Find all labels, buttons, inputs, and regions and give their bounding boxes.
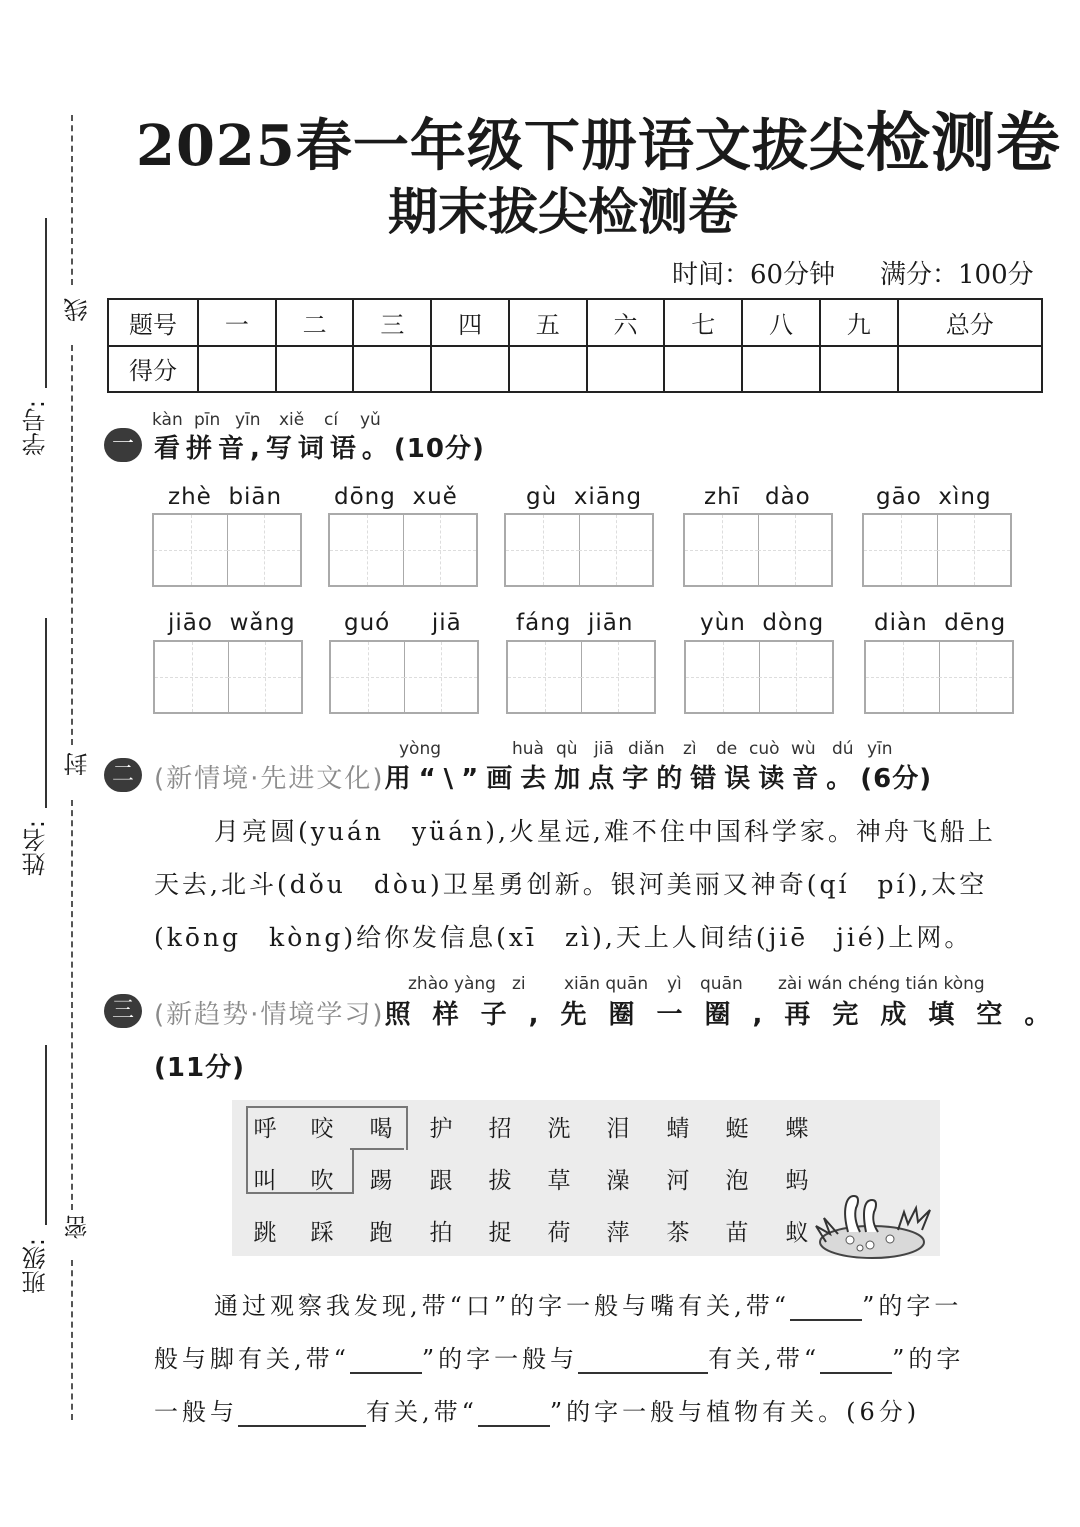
- pinyin: zhào yàng: [408, 974, 496, 994]
- score-cell[interactable]: [353, 346, 431, 393]
- pinyin: wù: [791, 739, 816, 759]
- score-cell[interactable]: [742, 346, 820, 393]
- fill-blank[interactable]: [790, 1295, 862, 1321]
- paragraph-line: 天去,北斗(dǒu dòu)卫星勇创新。银河美丽又神奇(qí pí),太空: [154, 870, 988, 899]
- binding-dash-line: [71, 345, 73, 745]
- score-header-cell: 九: [820, 299, 898, 346]
- pinyin: yīn: [867, 739, 893, 759]
- word-pinyin: yùn dòng: [700, 610, 825, 636]
- pinyin: qù: [556, 739, 578, 759]
- pinyin: de: [716, 739, 738, 759]
- char-cell[interactable]: 苗: [725, 1220, 749, 1246]
- seal-xian: 线: [60, 298, 86, 322]
- pinyin: yòng: [399, 739, 442, 759]
- score-cell[interactable]: [820, 346, 898, 393]
- section-3-score: (11分): [154, 1053, 245, 1083]
- char-cell[interactable]: 澡: [606, 1168, 630, 1194]
- seal-mi: 密: [60, 1215, 86, 1239]
- pinyin: huà: [512, 739, 544, 759]
- char-cell[interactable]: 跑: [369, 1220, 393, 1246]
- char-cell[interactable]: 喝: [369, 1116, 393, 1142]
- char-cell[interactable]: 洗: [547, 1116, 571, 1142]
- char-cell[interactable]: 跳: [253, 1220, 277, 1246]
- score-cell[interactable]: [898, 346, 1042, 393]
- page-title: 2025春一年级下册语文拔尖检测卷: [136, 107, 1061, 181]
- writing-grid[interactable]: [683, 513, 833, 587]
- pinyin: yǔ: [360, 410, 381, 430]
- char-cell[interactable]: 蝶: [785, 1116, 809, 1142]
- word-pinyin: jiāo wǎng: [168, 610, 296, 636]
- class-label: 班级:: [22, 1238, 50, 1295]
- student-id-line[interactable]: [45, 218, 47, 388]
- word-pinyin: dōng xuě: [334, 484, 458, 510]
- word-pinyin: zhè biān: [168, 484, 283, 510]
- section-number-badge: 三: [104, 994, 142, 1028]
- word-pinyin: zhī dào: [704, 484, 811, 510]
- char-cell[interactable]: 萍: [606, 1220, 630, 1246]
- writing-grid[interactable]: [684, 640, 834, 714]
- score-table: [107, 298, 1043, 393]
- char-cell[interactable]: 泡: [725, 1168, 749, 1194]
- fill-blank[interactable]: [820, 1348, 892, 1374]
- char-cell[interactable]: 蜓: [725, 1116, 749, 1142]
- pinyin: dú: [832, 739, 854, 759]
- writing-grid[interactable]: [862, 513, 1012, 587]
- pinyin: jiā: [594, 739, 614, 759]
- char-cell[interactable]: 呼: [253, 1116, 277, 1142]
- writing-grid[interactable]: [506, 640, 656, 714]
- score-table-header-row: [108, 299, 1042, 346]
- score-cell[interactable]: [664, 346, 742, 393]
- pinyin: xiě: [279, 410, 305, 430]
- char-cell[interactable]: 蚁: [785, 1220, 809, 1246]
- pinyin: yì: [667, 974, 682, 994]
- score-header-cell: 八: [742, 299, 820, 346]
- char-cell[interactable]: 招: [488, 1116, 512, 1142]
- fill-line-2: 般与脚有关,带“ ”的字一般与 有关,带“ ”的字: [154, 1345, 965, 1373]
- char-cell[interactable]: 泪: [606, 1116, 630, 1142]
- pinyin: zi: [512, 974, 526, 994]
- binding-dash-line: [71, 800, 73, 1210]
- pinyin: yīn: [235, 410, 261, 430]
- word-pinyin: gāo xìng: [876, 484, 992, 510]
- score-cell[interactable]: [587, 346, 665, 393]
- score-header-cell: 总分: [898, 299, 1042, 346]
- student-id-label: 学号:: [22, 400, 50, 457]
- fill-line-3: 一般与 有关,带“ ”的字一般与植物有关。(6分): [154, 1398, 921, 1426]
- word-pinyin: fáng jiān: [516, 610, 634, 636]
- seal-feng: 封: [60, 752, 86, 776]
- char-cell[interactable]: 踩: [310, 1220, 334, 1246]
- pinyin: zì: [683, 739, 697, 759]
- section-3-title: (新趋势·情境学习)照样子,先圈一圈,再完成填空。: [154, 1000, 1073, 1030]
- score-cell[interactable]: [198, 346, 276, 393]
- pinyin: pīn: [194, 410, 221, 430]
- char-cell[interactable]: 拍: [429, 1220, 453, 1246]
- char-cell[interactable]: 跟: [429, 1168, 453, 1194]
- binding-dash-line: [71, 1260, 73, 1420]
- pinyin: kàn: [152, 410, 183, 430]
- char-cell[interactable]: 咬: [310, 1116, 334, 1142]
- binding-dash-line: [71, 115, 73, 285]
- score-table-score-row: [108, 346, 1042, 393]
- score-header-cell: 三: [353, 299, 431, 346]
- section-number-badge: 一: [104, 428, 142, 462]
- char-cell[interactable]: 茶: [666, 1220, 690, 1246]
- char-cell[interactable]: 捉: [488, 1220, 512, 1246]
- section-2-title: (新情境·先进文化)用“\”画去加点字的错误读音。(6分): [154, 764, 933, 794]
- char-cell[interactable]: 蚂: [785, 1168, 809, 1194]
- char-cell[interactable]: 蜻: [666, 1116, 690, 1142]
- score-cell[interactable]: [509, 346, 587, 393]
- exam-full-score: 满分：100分: [880, 260, 1034, 290]
- score-header-cell: 六: [587, 299, 665, 346]
- writing-grid[interactable]: [328, 513, 478, 587]
- pinyin: diǎn: [628, 739, 665, 759]
- writing-grid[interactable]: [504, 513, 654, 587]
- name-label: 姓名:: [22, 820, 50, 877]
- paragraph-line: 月亮圆(yuán yüán),火星远,难不住中国科学家。神舟飞船上: [214, 817, 996, 846]
- example-circle: [350, 1148, 404, 1150]
- pinyin: cí: [324, 410, 339, 430]
- pinyin: xiān quān: [564, 974, 649, 994]
- fill-line-1: 通过观察我发现,带“口”的字一般与嘴有关,带“ ”的字一: [214, 1292, 963, 1320]
- score-header-cell: 题号: [108, 299, 198, 346]
- score-header-cell: 二: [276, 299, 354, 346]
- score-header-cell: 五: [509, 299, 587, 346]
- page-subtitle: 期末拔尖检测卷: [388, 183, 738, 241]
- char-cell[interactable]: 护: [429, 1116, 453, 1142]
- fill-blank[interactable]: [350, 1348, 422, 1374]
- pinyin: cuò: [749, 739, 780, 759]
- score-cell[interactable]: [431, 346, 509, 393]
- char-cell[interactable]: 草: [547, 1168, 571, 1194]
- word-pinyin: guó jiā: [344, 610, 462, 636]
- writing-grid[interactable]: [329, 640, 479, 714]
- writing-grid[interactable]: [152, 513, 302, 587]
- word-pinyin: gù xiāng: [526, 484, 643, 510]
- char-cell[interactable]: 吹: [310, 1168, 334, 1194]
- pinyin: zài wán chéng tián kòng: [778, 974, 985, 994]
- paragraph-line: (kōng kòng)给你发信息(xī zì),天上人间结(jiē jié)上网。: [154, 923, 973, 952]
- section-1-title: 看拼音,写词语。(10分): [154, 434, 485, 464]
- char-cell[interactable]: 荷: [547, 1220, 571, 1246]
- birds-nest-illustration: [812, 1190, 942, 1260]
- pinyin: quān: [700, 974, 743, 994]
- score-header-cell: 一: [198, 299, 276, 346]
- char-cell[interactable]: 踢: [369, 1168, 393, 1194]
- char-cell[interactable]: 河: [666, 1168, 690, 1194]
- name-line[interactable]: [45, 618, 47, 808]
- class-line[interactable]: [45, 1045, 47, 1225]
- section-number-badge: 二: [104, 758, 142, 792]
- score-header-cell: 四: [431, 299, 509, 346]
- fill-blank[interactable]: [238, 1401, 366, 1427]
- score-row-label: 得分: [108, 346, 198, 393]
- fill-blank[interactable]: [478, 1401, 550, 1427]
- exam-time: 时间：60分钟: [672, 260, 836, 290]
- score-header-cell: 七: [664, 299, 742, 346]
- word-pinyin: diàn dēng: [874, 610, 1007, 636]
- char-cell[interactable]: 拔: [488, 1168, 512, 1194]
- writing-grid[interactable]: [864, 640, 1014, 714]
- char-cell[interactable]: 叫: [253, 1168, 277, 1194]
- score-cell[interactable]: [276, 346, 354, 393]
- writing-grid[interactable]: [153, 640, 303, 714]
- fill-blank[interactable]: [578, 1348, 708, 1374]
